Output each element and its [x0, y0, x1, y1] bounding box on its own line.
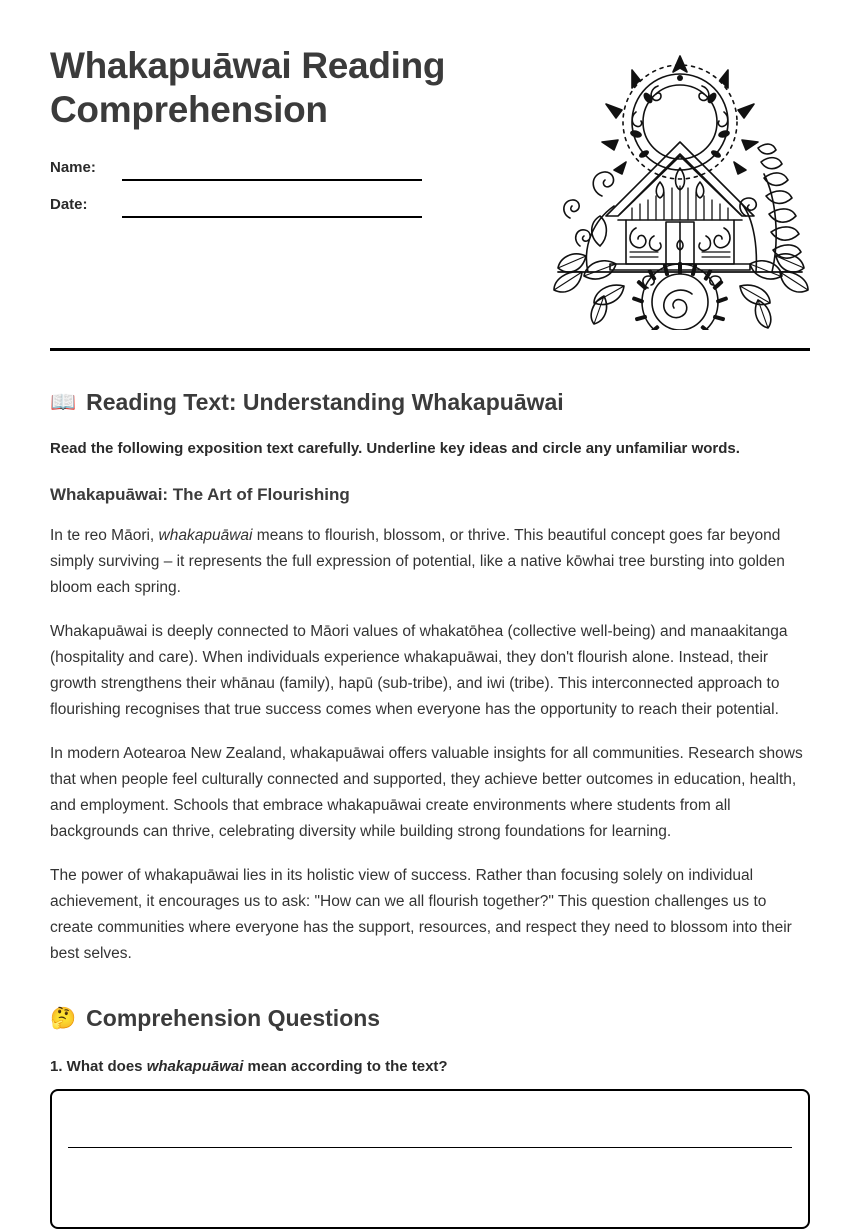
name-field-label: Name: [50, 158, 96, 176]
page-title: Whakapuāwai Reading Comprehension [50, 45, 446, 131]
date-field-row [50, 196, 520, 213]
reading-instruction: Read the following exposition text carefully. Underline key ideas and circle any unfamiliar words. [50, 440, 740, 457]
open-book-icon: 📖 [50, 390, 77, 414]
reading-section-heading [50, 389, 810, 416]
reading-section-heading-label: Reading Text: Understanding Whakapuāwai [86, 389, 564, 415]
question-1-answer-box[interactable] [50, 1089, 810, 1229]
header-divider [50, 348, 810, 351]
questions-section-heading [50, 1005, 810, 1032]
left-foliage-group [554, 172, 624, 324]
name-field-row [50, 159, 520, 176]
wharenui-koru-illustration [540, 50, 820, 330]
reading-paragraph: Whakapuāwai is deeply connected to Māori values of whakatōhea (collective well-being) and manaakitanga (hospitality and care). When individuals experience whakapuāwai, they don't flourish alone. Instead, their growth strengthens their whānau (family), hapū (sub-tribe), and iwi (tribe). This interconnected approach to flourishing recognises that true success comes when everyone has the opportunity to reach their potential. [50, 623, 788, 719]
page-header [50, 0, 810, 330]
header-text-block [50, 44, 520, 233]
date-field-label: Date: [50, 195, 88, 213]
reading-sub-heading: Whakapuāwai: The Art of Flourishing [50, 485, 350, 504]
reading-paragraph: In modern Aotearoa New Zealand, whakapuāwai offers valuable insights for all communities. Research shows that when people feel culturally connected and supported, they achieve better outcomes in education, health, and employment. Schools that embrace whakapuāwai create environments where students from all backgrounds can thrive, celebrating diversity while building strong foundations for learning. [50, 745, 803, 841]
right-fern-group [740, 144, 808, 328]
answer-writing-line[interactable] [68, 1113, 792, 1148]
thinking-face-icon: 🤔 [50, 1006, 77, 1031]
sun-halo-group [602, 56, 758, 179]
questions-section-heading-label: Comprehension Questions [86, 1005, 381, 1032]
date-field-input-line[interactable] [122, 216, 422, 218]
reading-paragraph: The power of whakapuāwai lies in its holistic view of success. Rather than focusing solely on individual achievement, it encourages us to ask: "How can we all flourish together?" This question challenges us to create communities where everyone has the support, resources, and respect they need to blossom into their best selves. [50, 867, 792, 963]
reading-paragraph: In te reo Māori, whakapuāwai means to flourish, blossom, or thrive. This beautiful concept goes far beyond simply surviving – it represents the full expression of potential, like a native kōwhai tree bursting into golden bloom each spring. [50, 527, 785, 597]
question-1-text: 1. What does whakapuāwai mean according to the text? [50, 1058, 448, 1076]
name-field-input-line[interactable] [122, 179, 422, 181]
wharenui-house-group [606, 142, 754, 270]
